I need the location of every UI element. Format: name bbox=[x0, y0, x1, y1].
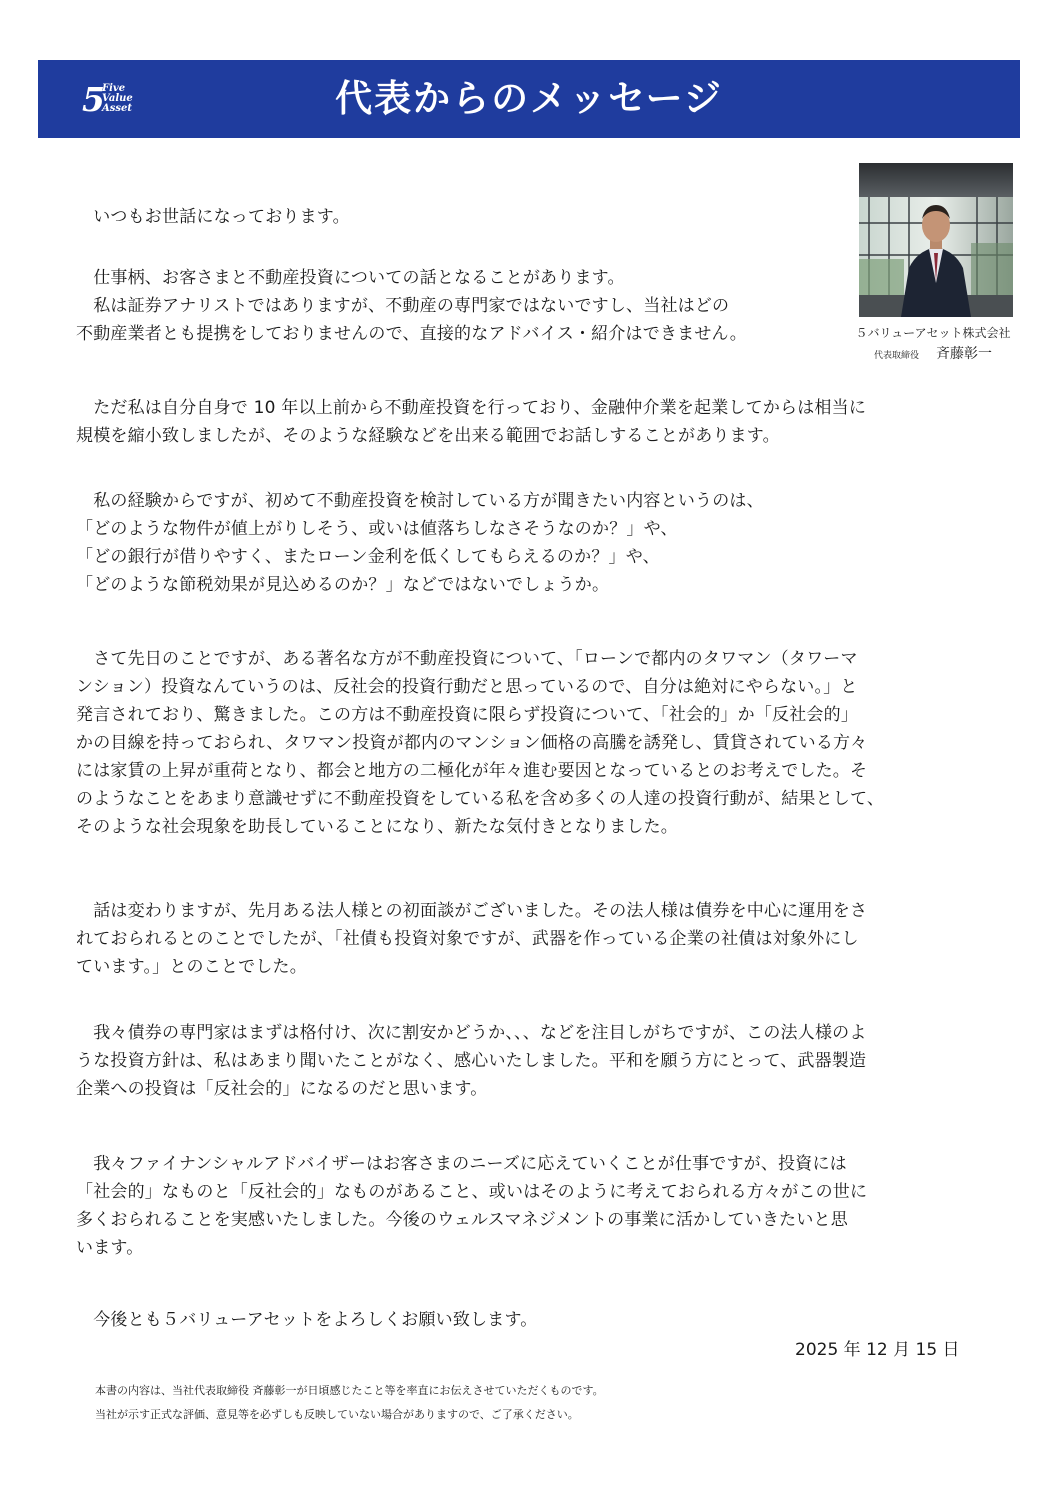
text-line: 私は証券アナリストではありますが、不動産の専門家ではないですし、当社はどの bbox=[76, 296, 730, 316]
text-line: のようなことをあまり意識せずに不動産投資をしている私を含め多くの人達の投資行動が、結果として、 bbox=[76, 789, 885, 809]
paragraph bbox=[76, 264, 747, 348]
text-line: 我々ファイナンシャルアドバイザーはお客さまのニーズに応えていくことが仕事ですが、投資には bbox=[76, 1154, 847, 1174]
text-line: そのような社会現象を助長していることになり、新たな気付きとなりました。 bbox=[76, 817, 678, 837]
ceo-portrait-photo bbox=[859, 163, 1013, 317]
text-line: ンション）投資なんていうのは、反社会的投資行動だと思っているので、自分は絶対にやらない。」と bbox=[76, 677, 858, 697]
text-line: 「社会的」なものと「反社会的」なものがあること、或いはそのように考えておられる方々がこの世に bbox=[76, 1182, 868, 1202]
paragraph bbox=[76, 897, 867, 981]
text-line: ただ私は自分自身で 10 年以上前から不動産投資を行っており、金融仲介業を起業してからは相当に bbox=[76, 398, 867, 418]
text-line: 「どのような物件が値上がりしそう、或いは値落ちしなさそうなのか？」や、 bbox=[76, 519, 678, 539]
text-line: かの目線を持っておられ、タワマン投資が都内のマンション価格の高騰を誘発し、賃貸されている方々 bbox=[76, 733, 868, 753]
text-line: 今後とも５バリューアセットをよろしくお願い致します。 bbox=[76, 1310, 538, 1330]
text-line: うな投資方針は、私はあまり聞いたことがなく、感心いたしました。平和を願う方にとって、武器製造 bbox=[76, 1051, 867, 1071]
logo-word-1: Five bbox=[102, 83, 126, 94]
text-line: いつもお世話になっております。 bbox=[76, 207, 350, 227]
disclaimer-line: 当社が示す正式な評価、意見等を必ずしも反映していない場合がありますので、ご了承ください。 bbox=[95, 1408, 579, 1421]
text-line: 不動産業者とも提携をしておりませんので、直接的なアドバイス・紹介はできません。 bbox=[76, 324, 747, 344]
message-date: 2025 年 12 月 15 日 bbox=[795, 1340, 960, 1360]
text-line: ています。」とのことでした。 bbox=[76, 957, 307, 977]
text-line: います。 bbox=[76, 1238, 144, 1258]
company-name: ５バリューアセット株式会社 bbox=[855, 326, 1011, 340]
paragraph bbox=[76, 394, 866, 450]
page-title: 代表からのメッセージ bbox=[335, 77, 723, 120]
ceo-name-line bbox=[838, 342, 1028, 367]
text-line: 私の経験からですが、初めて不動産投資を検討している方が聞きたい内容というのは、 bbox=[76, 491, 764, 511]
text-line: 「どのような節税効果が見込めるのか？」などではないでしょうか。 bbox=[76, 575, 610, 595]
paragraph bbox=[76, 1150, 867, 1262]
text-line: には家賃の上昇が重荷となり、都会と地方の二極化が年々進む要因となっているとのお考えでした。そ bbox=[76, 761, 868, 781]
ceo-caption bbox=[838, 324, 1028, 367]
ceo-role: 代表取締役 bbox=[873, 351, 919, 361]
text-line: 規模を縮小致しましたが、そのような経験などを出来る範囲でお話しすることがあります。 bbox=[76, 426, 780, 446]
logo-number: 5 bbox=[82, 80, 105, 119]
logo-word-3: Asset bbox=[102, 103, 132, 114]
text-line: 仕事柄、お客さまと不動産投資についての話となることがあります。 bbox=[76, 268, 625, 288]
disclaimer-line: 本書の内容は、当社代表取締役 斉藤彰一が日頃感じたこと等を率直にお伝えさせていただくものです。 bbox=[95, 1384, 604, 1397]
text-line: れておられるとのことでしたが、「社債も投資対象ですが、武器を作っている企業の社債は対象外にし bbox=[76, 929, 859, 949]
text-line: 我々債券の専門家はまずは格付け、次に割安かどうか、、、などを注目しがちですが、この法人様のよ bbox=[76, 1023, 867, 1043]
text-line: さて先日のことですが、ある著名な方が不動産投資について、「ローンで都内のタワマン（タワーマ bbox=[76, 649, 858, 669]
ceo-name: 斉藤彰一 bbox=[936, 346, 993, 362]
paragraph bbox=[76, 1019, 867, 1103]
header-banner bbox=[38, 60, 1020, 138]
text-line: 企業への投資は「反社会的」になるのだと思います。 bbox=[76, 1079, 488, 1099]
paragraph bbox=[76, 203, 350, 231]
paragraph bbox=[76, 1306, 538, 1334]
text-line: 「どの銀行が借りやすく、またローン金利を低くしてもらえるのか？」や、 bbox=[76, 547, 660, 567]
text-line: 発言されており、驚きました。この方は不動産投資に限らず投資について、「社会的」か「反社会的」 bbox=[76, 705, 859, 725]
paragraph bbox=[76, 487, 764, 599]
paragraph bbox=[76, 645, 884, 841]
text-line: 多くおられることを実感いたしました。今後のウェルスマネジメントの事業に活かしていきたいと思 bbox=[76, 1210, 848, 1230]
text-line: 話は変わりますが、先月ある法人様との初面談がございました。その法人様は債券を中心に運用をさ bbox=[76, 901, 868, 921]
logo-word-2: Value bbox=[102, 93, 133, 104]
disclaimer bbox=[95, 1379, 604, 1427]
